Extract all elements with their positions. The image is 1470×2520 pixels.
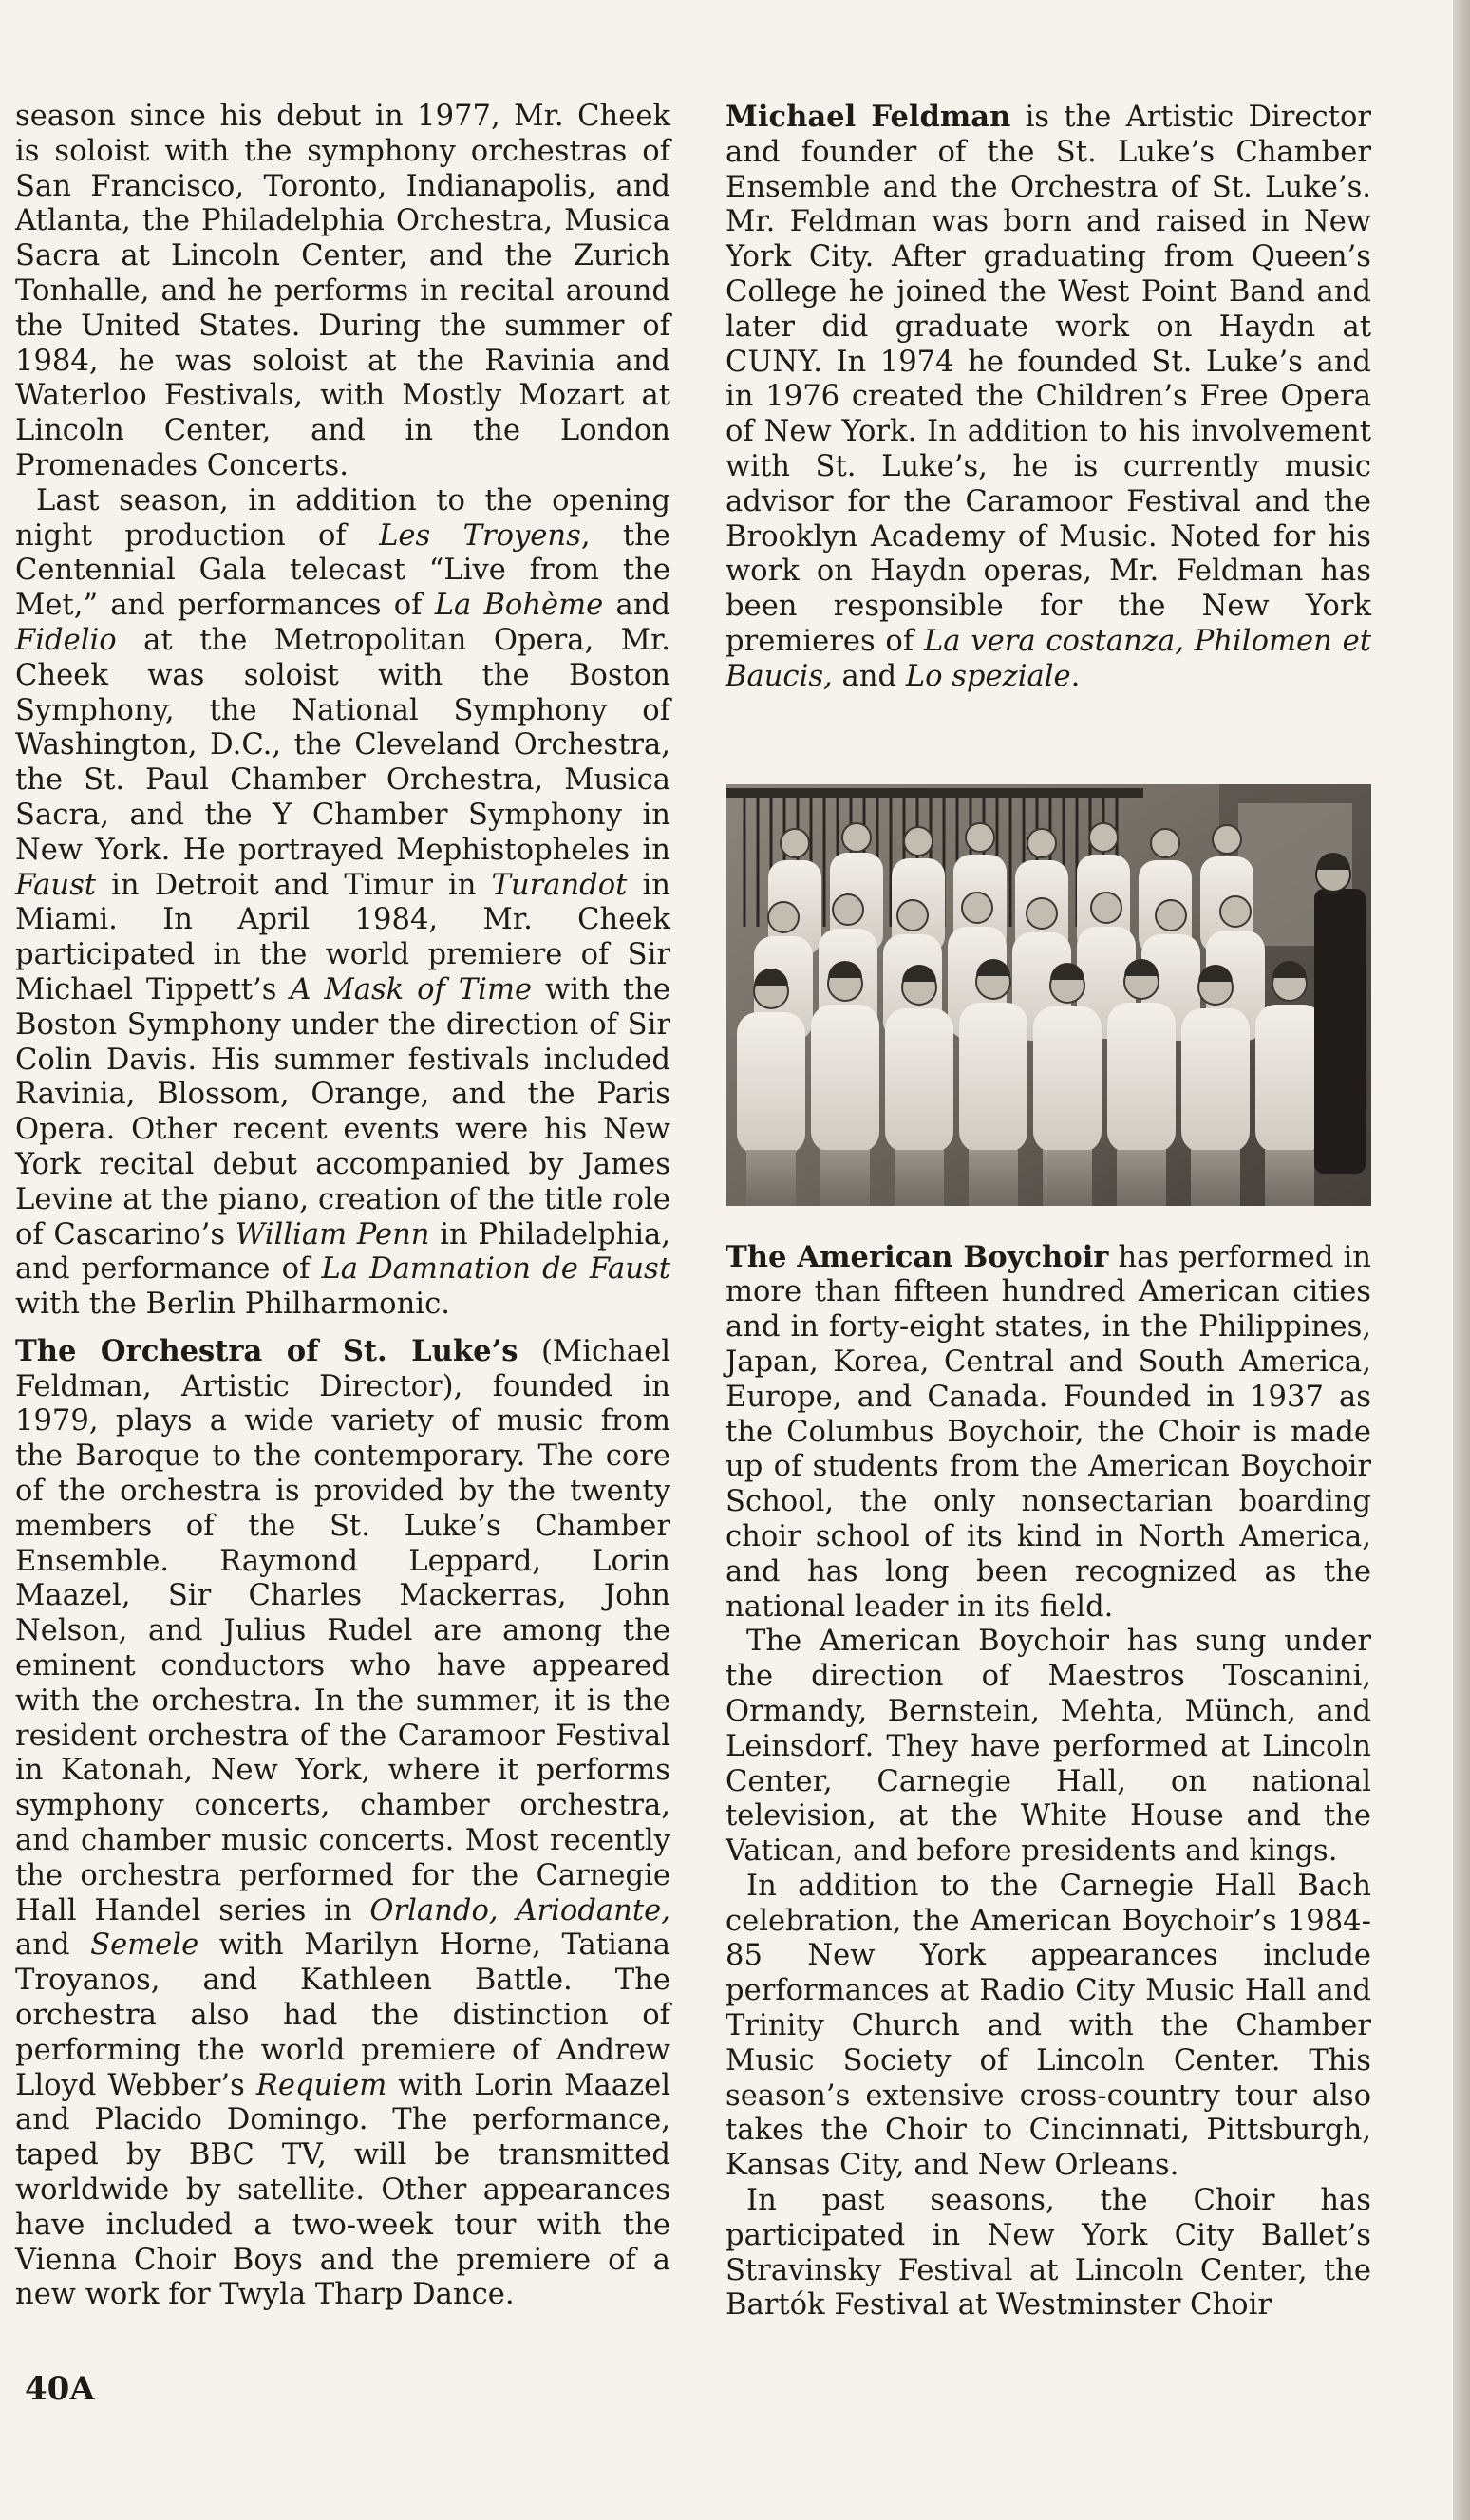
american-boychoir-paragraph: The American Boychoir has performed in more than fifteen hundred American cities and in forty-eight states, in the Philippines, Japan, Korea, Central and South America, Europe, and Canada. Founded in 1937 as the Columbus Boychoir, the Choir is made up of students from the American Boychoir School, the only nonsectarian boarding choir school of its kind in North America, and has long been recognized as the national leader in its field. [726, 1239, 1372, 1624]
cheek-bio-continued: season since his debut in 1977, Mr. Cheek is soloist with the symphony orchestras of San Francisco, Toronto, Indianapolis, and Atlanta, the Philadelphia Orchestra, Musica Sacra at Lincoln Center, and the Zurich Tonhalle, and he performs in recital around the United States. During the summer of 1984, he was soloist at the Ravinia and Waterloo Festivals, with Mostly Mozart at Lincoln Center, and in the London Promenades Concerts. [15, 100, 670, 482]
boychoir-maestros-paragraph: The American Boychoir has sung under the direction of Maestros Toscanini, Ormandy, Bernstein, Mehta, Münch, and Leinsdorf. They have performed at Lincoln Center, Carnegie Hall, on national television, at the White House and the Vatican, and before presidents and kings. [726, 1625, 1371, 1869]
page-number: 40A [25, 2370, 95, 2408]
boychoir-past-seasons-paragraph: In past seasons, the Choir has participated in New York City Ballet’s Stravinsky Festival at Lincoln Center, the Bartók Festival at Westminster Choir [726, 2184, 1371, 2323]
left-column [15, 100, 670, 2313]
feldman-bio-paragraph: Michael Feldman is the Artistic Director and founder of the St. Luke’s Chamber Ensemble and the Orchestra of St. Luke’s. Mr. Feldman was born and raised in New York City. After graduating from Queen’s College he joined the West Point Band and later did graduate work on Haydn at CUNY. In 1974 he founded St. Luke’s and in 1976 created the Children’s Free Opera of New York. In addition to his involvement with St. Luke’s, he is currently music advisor for the Caramoor Festival and the Brooklyn Academy of Music. Noted for his work on Haydn operas, Mr. Feldman has been responsible for the New York premieres of La vera costanza, Philomen et Baucis, and Lo speziale. [726, 100, 1372, 693]
right-column [726, 100, 1371, 2323]
boychoir-appearances-paragraph: In addition to the Carnegie Hall Bach celebration, the American Boychoir’s 1984-85 New York appearances include performances at Radio City Music Hall and Trinity Church and with the Chamber Music Society of Lincoln Center. This season’s extensive cross-country tour also takes the Choir to Cincinnati, Pittsburgh, Kansas City, and New Orleans. [726, 1869, 1371, 2183]
boychoir-photo [726, 784, 1371, 1206]
boychoir-photo-illustration [726, 784, 1371, 1206]
page-edge [1453, 0, 1470, 2520]
cheek-last-season-paragraph: Last season, in addition to the opening night production of Les Troyens, the Centennial Gala telecast “Live from the Met,” and performances of La Bohème and Fidelio at the Metropolitan Opera, Mr. Cheek was soloist with the Boston Symphony, the National Symphony of Washington, D.C., the Cleveland Orchestra, the St. Paul Chamber Orchestra, Musica Sacra, and the Y Chamber Symphony in New York. He portrayed Mephistopheles in Faust in Detroit and Timur in Turandot in Miami. In April 1984, Mr. Cheek participated in the world premiere of Sir Michael Tippett’s A Mask of Time with the Boston Symphony under the direction of Sir Colin Davis. His summer festivals included Ravinia, Blossom, Orange, and the Paris Opera. Other recent events were his New York recital debut accompanied by James Levine at the piano, creation of the title role of Cascarino’s William Penn in Philadelphia, and performance of La Damnation de Faust with the Berlin Philharmonic. [15, 483, 671, 1322]
orchestra-st-lukes-paragraph: The Orchestra of St. Luke’s (Michael Feldman, Artistic Director), founded in 1979, plays a wide variety of music from the Baroque to the contemporary. The core of the orchestra is provided by the twenty members of the St. Luke’s Chamber Ensemble. Raymond Leppard, Lorin Maazel, Sir Charles Mackerras, John Nelson, and Julius Rudel are among the eminent conductors who have appeared with the orchestra. In the summer, it is the resident orchestra of the Caramoor Festival in Katonah, New York, where it performs symphony concerts, chamber orchestra, and chamber music concerts. Most recently the orchestra performed for the Carnegie Hall Handel series in Orlando, Ariodante, and Semele with Marilyn Horne, Tatiana Troyanos, and Kathleen Battle. The orchestra also had the distinction of performing the world premiere of Andrew Lloyd Webber’s Requiem with Lorin Maazel and Placido Domingo. The performance, taped by BBC TV, will be transmitted worldwide by satellite. Other appearances have included a two-week tour with the Vienna Choir Boys and the premiere of a new work for Twyla Tharp Dance. [15, 1333, 670, 2312]
